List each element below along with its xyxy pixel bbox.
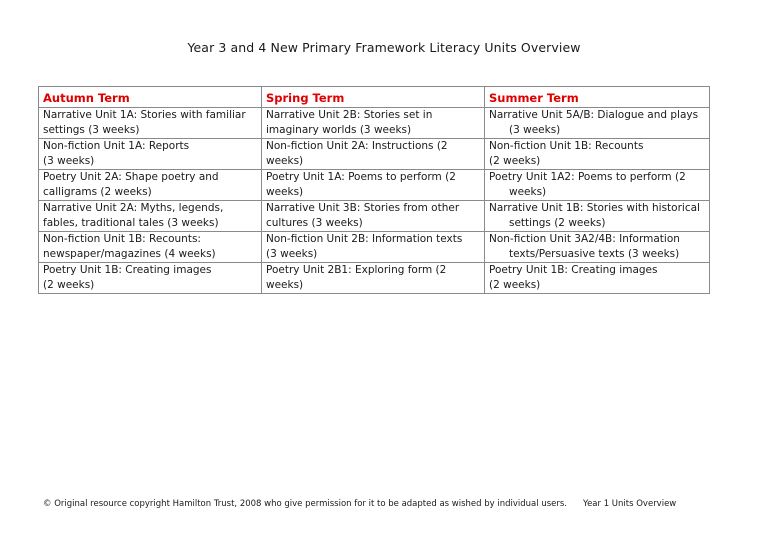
- cell-line: Narrative Unit 3B: Stories from other: [266, 202, 460, 214]
- units-overview-label: Year 1 Units Overview: [583, 499, 677, 509]
- cell-line: fables, traditional tales (3 weeks): [43, 217, 219, 229]
- header-row: [39, 87, 710, 108]
- table-cell: [262, 170, 485, 201]
- table-cell: [485, 232, 710, 263]
- table-cell: [485, 139, 710, 170]
- table-cell: [262, 108, 485, 139]
- cell-line: (2 weeks): [489, 155, 541, 167]
- table-row: [39, 108, 710, 139]
- cell-line: calligrams (2 weeks): [43, 186, 152, 198]
- table-cell: [39, 108, 262, 139]
- table-cell: [262, 201, 485, 232]
- table-row: [39, 201, 710, 232]
- cell-line: Non-fiction Unit 1B: Recounts: [489, 140, 644, 152]
- cell-line: Non-fiction Unit 1A: Reports: [43, 140, 190, 152]
- cell-line: Poetry Unit 2B1: Exploring form (2: [266, 264, 447, 276]
- spring-term-header: Spring Term: [262, 87, 485, 108]
- footer: [43, 499, 676, 509]
- table-row: [39, 232, 710, 263]
- table-row: [39, 263, 710, 294]
- cell-line: Non-fiction Unit 2B: Information texts: [266, 233, 463, 245]
- cell-line: (3 weeks): [266, 248, 318, 260]
- table-row: [39, 170, 710, 201]
- cell-line: Non-fiction Unit 3A2/4B: Information: [489, 233, 680, 245]
- table-cell: [262, 139, 485, 170]
- cell-line: texts/Persuasive texts (3 weeks): [509, 248, 680, 260]
- cell-line: weeks): [266, 186, 304, 198]
- cell-line: Poetry Unit 1A: Poems to perform (2: [266, 171, 456, 183]
- units-table: [38, 86, 710, 294]
- table-cell: [39, 139, 262, 170]
- cell-line: (3 weeks): [509, 124, 561, 136]
- cell-line: settings (3 weeks): [43, 124, 140, 136]
- cell-line: Narrative Unit 1B: Stories with historical: [489, 202, 700, 214]
- table-cell: [39, 170, 262, 201]
- cell-line: cultures (3 weeks): [266, 217, 363, 229]
- cell-line: (2 weeks): [489, 279, 541, 291]
- cell-line: imaginary worlds (3 weeks): [266, 124, 412, 136]
- cell-line: Non-fiction Unit 2A: Instructions (2: [266, 140, 448, 152]
- cell-line: Narrative Unit 5A/B: Dialogue and plays: [489, 109, 699, 121]
- cell-line: Narrative Unit 2B: Stories set in: [266, 109, 433, 121]
- copyright-notice: © Original resource copyright Hamilton Trust, 2008 who give permission for it to be adapted as wished by individual users.: [43, 499, 567, 509]
- table-cell: [485, 201, 710, 232]
- cell-line: settings (2 weeks): [509, 217, 606, 229]
- cell-line: Narrative Unit 1A: Stories with familiar: [43, 109, 246, 121]
- cell-line: Poetry Unit 1A2: Poems to perform (2: [489, 171, 686, 183]
- table-cell: [39, 232, 262, 263]
- cell-line: weeks): [509, 186, 547, 198]
- cell-line: Poetry Unit 2A: Shape poetry and: [43, 171, 219, 183]
- cell-line: weeks): [266, 279, 304, 291]
- table-cell: [262, 232, 485, 263]
- cell-line: newspaper/magazines (4 weeks): [43, 248, 216, 260]
- autumn-term-header: Autumn Term: [39, 87, 262, 108]
- cell-line: Non-fiction Unit 1B: Recounts:: [43, 233, 201, 245]
- table-cell: [485, 263, 710, 294]
- table-cell: [39, 201, 262, 232]
- cell-line: (3 weeks): [43, 155, 95, 167]
- cell-line: Poetry Unit 1B: Creating images: [489, 264, 658, 276]
- cell-line: weeks): [266, 155, 304, 167]
- table-cell: [485, 170, 710, 201]
- table-cell: [485, 108, 710, 139]
- table-cell: [262, 263, 485, 294]
- cell-line: (2 weeks): [43, 279, 95, 291]
- table-cell: [39, 263, 262, 294]
- cell-line: Narrative Unit 2A: Myths, legends,: [43, 202, 224, 214]
- page-title: Year 3 and 4 New Primary Framework Literacy Units Overview: [187, 40, 581, 55]
- cell-line: Poetry Unit 1B: Creating images: [43, 264, 212, 276]
- summer-term-header: Summer Term: [485, 87, 710, 108]
- table-row: [39, 139, 710, 170]
